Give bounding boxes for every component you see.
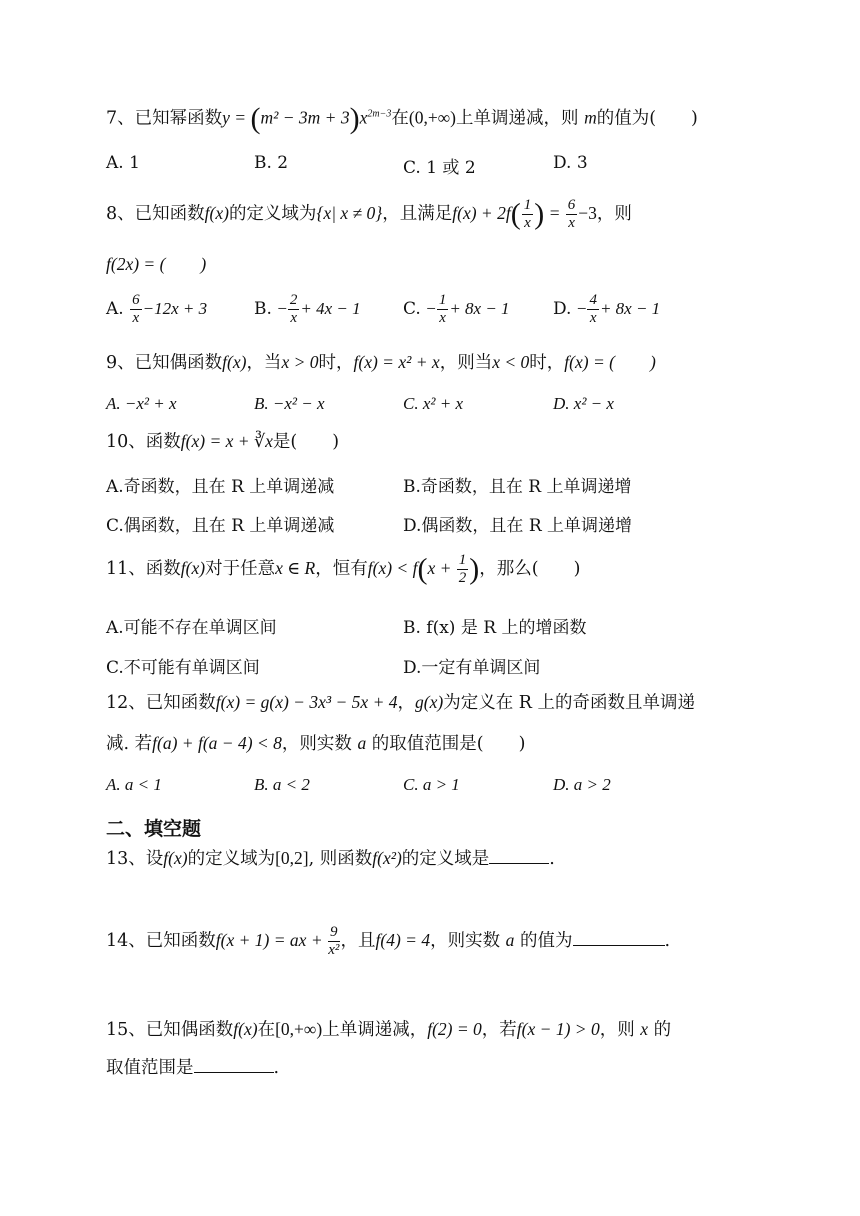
answer-blank[interactable] [194, 1058, 274, 1073]
answer-blank[interactable] [573, 931, 665, 946]
option-c[interactable]: C. x² + x [403, 394, 463, 413]
option-c[interactable]: C. 1 或 2 [403, 158, 476, 178]
option-c[interactable]: C. − $\frac{1}{x}$ + 8x − 1 [403, 292, 510, 326]
question-11: 11、函数f(x)对于任意x ∈ R，恒有f(x) < f(x + $\frac{1}{2}$ )，那么( ) [106, 552, 581, 586]
question-8-line-2: f(2x) = ( ) [106, 254, 207, 274]
option-a[interactable]: A.奇函数，且在 R 上单调递减 [106, 477, 335, 497]
option-a[interactable]: A. 1 [106, 153, 140, 173]
fraction: $\frac{1}{x}$ [523, 197, 532, 231]
section-heading: 二、填空题 [106, 818, 202, 840]
question-15-line-2: 取值范围是 . [106, 1058, 280, 1078]
option-b[interactable]: B. −x² − x [254, 394, 325, 413]
question-12-line-2: 减. 若f(a) + f(a − 4) < 8，则实数 a 的取值范围是( ) [106, 733, 526, 754]
option-d[interactable]: D. a > 2 [553, 775, 611, 794]
option-c[interactable]: C.不可能有单调区间 [106, 658, 260, 678]
option-b[interactable]: B. f(x) 是 R 上的增函数 [403, 618, 587, 638]
option-a[interactable]: A. $\frac{6}{x}$ −12x + 3 [106, 292, 208, 326]
answer-blank[interactable] [489, 849, 549, 864]
question-9: 9、已知偶函数f(x)，当x > 0时，f(x) = x² + x，则当x < 0时，f(x) = ( ) [106, 352, 656, 373]
option-c[interactable]: C. a > 1 [403, 775, 460, 794]
option-d[interactable]: D.偶函数，且在 R 上单调递增 [403, 516, 633, 536]
option-b[interactable]: B. 2 [254, 153, 289, 173]
option-a[interactable]: A. −x² + x [106, 394, 177, 413]
option-b[interactable]: B.奇函数，且在 R 上单调递增 [403, 477, 632, 497]
fraction: $\frac{6}{x}$ [567, 197, 576, 231]
option-b[interactable]: B. − $\frac{2}{x}$ + 4x − 1 [254, 292, 361, 326]
option-a[interactable]: A.可能不存在单调区间 [106, 618, 277, 638]
option-a[interactable]: A. a < 1 [106, 775, 162, 794]
option-c[interactable]: C.偶函数，且在 R 上单调递减 [106, 516, 335, 536]
question-13: 13、设f(x)的定义域为[0,2], 则函数f(x²)的定义域是 . [106, 848, 555, 869]
option-d[interactable]: D. 3 [553, 153, 588, 173]
question-15: 15、已知偶函数f(x)在[0,+∞)上单调递减，f(2) = 0，若f(x − 1) > 0，则 x 的 [106, 1019, 672, 1040]
question-14: 14、已知函数f(x + 1) = ax + $\frac{9}{\text{x²}}$ ，且f(4) = 4，则实数 a 的值为 . [106, 924, 671, 958]
option-d[interactable]: D. − $\frac{4}{x}$ + 8x − 1 [553, 292, 661, 326]
option-b[interactable]: B. a < 2 [254, 775, 310, 794]
question-7: 7、已知幂函数$y = (m^2 - 3m + 3)x^{2m-3}$在(0,+∞)上单调递减，则 m的值为( ) [106, 102, 698, 135]
option-d[interactable]: D.一定有单调区间 [403, 658, 541, 678]
question-12: 12、已知函数f(x) = g(x) − 3x³ − 5x + 4，g(x)为定义在 R 上的奇函数且单调递 [106, 692, 696, 713]
question-10: 10、函数f(x) = x + ∛x是( ) [106, 431, 340, 452]
option-d[interactable]: D. x² − x [553, 394, 614, 413]
question-8: 8、已知函数f(x)的定义域为{x| x ≠ 0}，且满足f(x) + 2f( $\frac{1}{x}$ ) = $\frac{6}{x}$ −3，则 [106, 197, 632, 231]
